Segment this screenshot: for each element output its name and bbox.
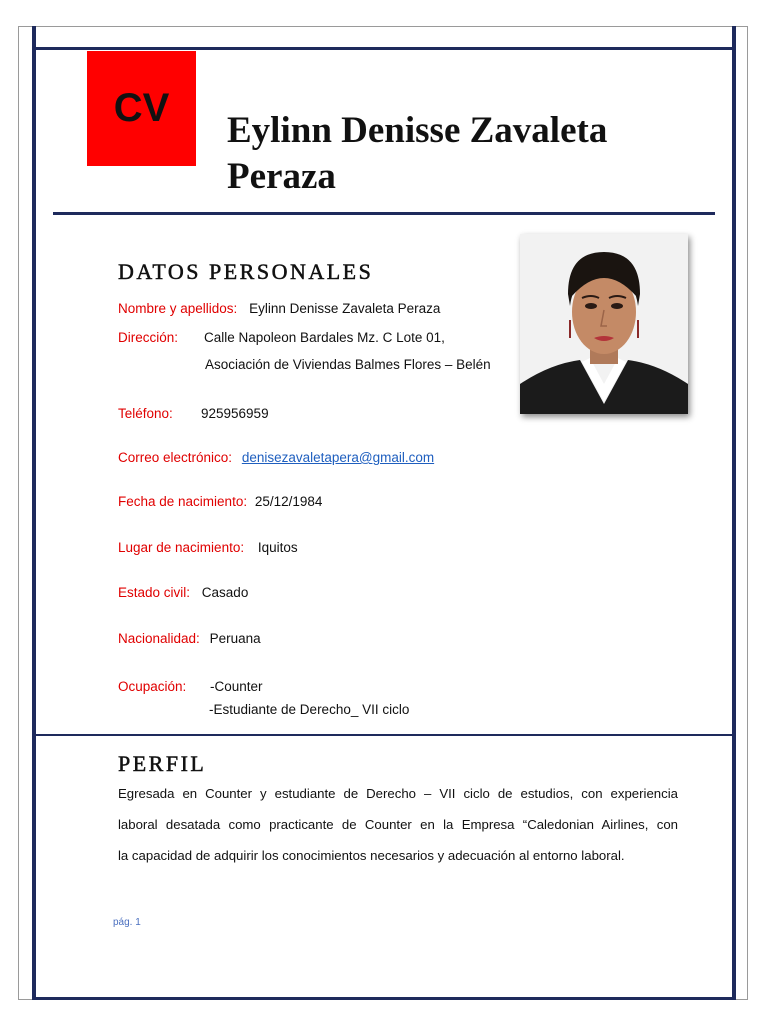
page-number: pág. 1 [113,917,141,928]
info-row-nationality [118,631,261,646]
cv-badge [87,51,196,166]
info-row-occupation-line2 [209,702,409,717]
info-label: Ocupación: [118,679,187,694]
cv-badge-text: CV [113,86,170,130]
bottom-rule [32,997,736,1000]
profile-photo-portrait [520,234,688,414]
info-value: Casado [201,585,249,600]
info-row-email [118,450,434,465]
personal-data-title: DATOS PERSONALES [118,259,374,284]
info-label: Dirección: [118,330,179,345]
info-row-address [118,330,445,345]
info-value: 25/12/1984 [254,494,323,509]
info-value: -Counter [210,679,263,694]
info-row-occupation [118,679,263,694]
section-divider [32,734,736,736]
info-value: Eylinn Denisse Zavaleta Peraza [249,301,441,316]
info-value: Iquitos [257,540,298,555]
info-label: Fecha de nacimiento: [118,494,248,509]
profile-line: Egresada en Counter y estudiante de Derecho – VII ciclo de estudios, con experiencia [118,786,678,801]
info-label: Nacionalidad: [118,631,200,646]
profile-title: PERFIL [118,751,207,776]
info-value: -Estudiante de Derecho_ VII ciclo [209,702,410,717]
info-label: Nombre y apellidos: [118,301,238,316]
name-line-1: Eylinn Denisse Zavaleta [227,110,608,151]
info-label: Estado civil: [118,585,191,600]
profile-photo [520,234,688,414]
candidate-name [227,108,687,200]
top-rule [32,47,736,50]
info-value: 925956959 [201,406,269,421]
info-value: Peruana [209,631,261,646]
info-value: Asociación de Viviendas Balmes Flores – Belén [205,357,491,372]
info-label: Lugar de nacimiento: [118,540,245,555]
profile-paragraph [118,778,678,871]
name-line-2: Peraza [227,156,336,197]
profile-line: laboral desatada como practicante de Counter en la Empresa “Caledonian Airlines, con [118,817,678,832]
header-rule [53,212,715,215]
info-label: Teléfono: [118,406,173,421]
info-row-address-line2 [205,357,491,372]
profile-line: la capacidad de adquirir los conocimientos necesarios y adecuación al entorno laboral. [118,848,625,863]
info-value: Calle Napoleon Bardales Mz. C Lote 01, [204,330,445,345]
info-label: Correo electrónico: [118,450,233,465]
email-link[interactable]: denisezavaletapera@gmail.com [241,450,435,465]
info-row-birthplace [118,540,298,555]
info-row-phone [118,406,269,421]
info-row-name [118,301,440,316]
info-row-civil-status [118,585,248,600]
info-row-birthdate [118,494,322,509]
